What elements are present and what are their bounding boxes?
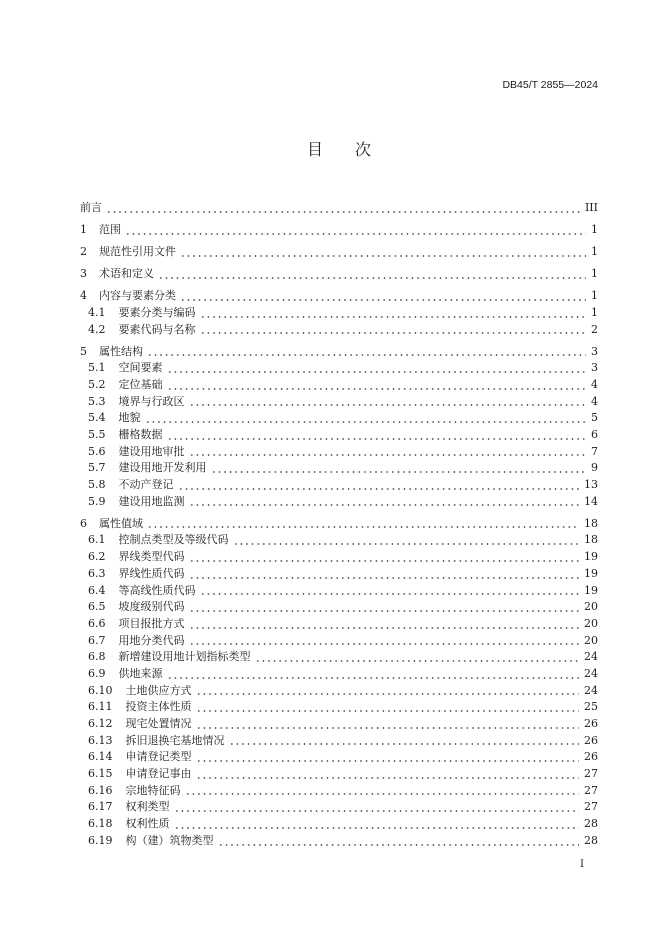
dot-leader <box>255 660 580 662</box>
toc-entry-page: 1 <box>591 305 598 319</box>
toc-subsection-entry <box>80 749 598 766</box>
toc-entry-number: 5.6 <box>88 444 106 458</box>
toc-entry-number: 6.5 <box>88 600 106 614</box>
dot-leader <box>200 316 587 318</box>
toc-entry-page: 27 <box>584 783 598 797</box>
toc-section-entry <box>80 344 598 361</box>
dot-leader <box>189 560 580 562</box>
toc-entry-number: 5 <box>80 344 87 358</box>
toc-entry-page: 26 <box>584 717 598 730</box>
page-number: I <box>580 859 584 870</box>
toc-entry-number: 5.9 <box>88 494 106 508</box>
toc-subsection-entry <box>80 394 598 411</box>
toc-entry-title: 范围 <box>99 223 121 237</box>
toc-entry-title: 土地供应方式 <box>125 683 192 697</box>
toc-entry-title: 建设用地审批 <box>118 444 185 458</box>
toc-entry-page: 24 <box>584 650 598 664</box>
toc-entry-title: 要素代码与名称 <box>118 322 196 336</box>
toc-entry-page: 24 <box>584 683 598 697</box>
toc-subsection-entry <box>80 549 598 566</box>
toc-entry-title: 现宅处置情况 <box>125 717 192 730</box>
table-of-contents <box>80 195 598 850</box>
toc-entry-title: 内容与要素分类 <box>99 289 176 303</box>
toc-entry-number: 6.4 <box>88 583 106 597</box>
toc-subsection-entry <box>80 799 598 816</box>
toc-entry-page: 28 <box>584 833 598 847</box>
dot-leader <box>189 577 580 579</box>
dot-leader <box>180 255 586 257</box>
toc-section-entry <box>80 288 598 305</box>
toc-section-entry <box>80 266 598 283</box>
toc-entry-page: 1 <box>591 267 598 281</box>
toc-subsection-entry <box>80 532 598 549</box>
toc-entry-title: 建设用地开发利用 <box>118 461 207 475</box>
toc-entry-title: 用地分类代码 <box>118 633 185 647</box>
toc-section-entry <box>80 516 598 533</box>
dot-leader <box>147 526 579 528</box>
toc-entry-page: 25 <box>584 700 598 714</box>
dot-leader <box>185 793 580 795</box>
toc-entry-page: 24 <box>584 666 598 680</box>
dot-leader <box>229 743 580 745</box>
dot-leader <box>167 371 587 373</box>
page-title: 目 次 <box>306 140 371 159</box>
toc-entry-title: 拆旧退换宅基地情况 <box>125 733 225 747</box>
toc-entry-number: 5.8 <box>88 478 106 492</box>
dot-leader <box>174 827 580 829</box>
dot-leader <box>180 299 586 301</box>
toc-entry-title: 境界与行政区 <box>118 394 185 408</box>
toc-entry-number: 4.2 <box>88 322 106 336</box>
toc-entry-title: 控制点类型及等级代码 <box>118 533 229 547</box>
toc-entry-page: 27 <box>584 767 598 781</box>
dot-leader <box>189 627 580 629</box>
dot-leader <box>189 610 580 612</box>
toc-subsection-entry <box>80 816 598 833</box>
toc-entry-page: 2 <box>591 322 598 336</box>
toc-entry-number: 5.1 <box>88 361 106 375</box>
toc-entry-number: 5.5 <box>88 428 106 442</box>
toc-subsection-entry <box>80 733 598 750</box>
toc-entry-number: 6.19 <box>88 833 113 847</box>
toc-entry-number: 6.3 <box>88 566 106 580</box>
toc-subsection-entry <box>80 360 598 377</box>
toc-subsection-entry <box>80 305 598 322</box>
toc-entry-number: 6.18 <box>88 817 113 831</box>
dot-leader <box>218 844 580 846</box>
toc-entry-page: 4 <box>591 394 598 408</box>
toc-section-entry <box>80 200 598 217</box>
toc-entry-title: 前言 <box>80 201 102 215</box>
toc-subsection-entry <box>80 494 598 511</box>
dot-leader <box>200 593 580 595</box>
toc-entry-title: 空间要素 <box>118 361 163 375</box>
toc-section-entry <box>80 222 598 239</box>
toc-subsection-entry <box>80 477 598 494</box>
dot-leader <box>196 693 580 695</box>
toc-entry-page: 1 <box>591 223 598 237</box>
toc-entry-page: 1 <box>591 245 598 259</box>
toc-entry-number: 4.1 <box>88 305 106 319</box>
toc-subsection-entry <box>80 444 598 461</box>
toc-entry-title: 栅格数据 <box>118 428 163 442</box>
toc-entry-title: 规范性引用文件 <box>99 245 176 259</box>
dot-leader <box>167 677 580 679</box>
dot-leader <box>125 233 586 235</box>
toc-entry-page: 20 <box>584 633 598 647</box>
toc-entry-page: 18 <box>584 516 598 530</box>
toc-entry-title: 项目报批方式 <box>118 616 185 630</box>
toc-entry-title: 不动产登记 <box>118 478 174 492</box>
dot-leader <box>189 404 587 406</box>
toc-entry-number: 6.1 <box>88 533 106 547</box>
dot-leader <box>167 388 587 390</box>
dot-leader <box>233 543 580 545</box>
toc-entry-page: 1 <box>591 289 598 303</box>
toc-entry-page: 19 <box>584 583 598 597</box>
toc-entry-page: 18 <box>584 533 598 547</box>
dot-leader <box>147 354 586 356</box>
toc-entry-number: 6.9 <box>88 666 106 680</box>
toc-entry-title: 界线类型代码 <box>118 550 185 564</box>
toc-subsection-entry <box>80 566 598 583</box>
toc-entry-number: 6.16 <box>88 783 113 797</box>
toc-entry-page: III <box>584 201 598 215</box>
toc-subsection-entry <box>80 410 598 427</box>
dot-leader <box>145 421 587 423</box>
toc-entry-number: 6.17 <box>88 800 113 814</box>
toc-section-entry <box>80 244 598 261</box>
toc-entry-number: 6.12 <box>88 717 113 730</box>
toc-subsection-entry <box>80 322 598 339</box>
dot-leader <box>106 211 580 213</box>
toc-entry-number: 6.8 <box>88 650 106 664</box>
toc-subsection-entry <box>80 666 598 683</box>
toc-subsection-entry <box>80 583 598 600</box>
toc-subsection-entry <box>80 460 598 477</box>
toc-entry-page: 19 <box>584 566 598 580</box>
toc-subsection-entry <box>80 427 598 444</box>
toc-entry-number: 6.14 <box>88 750 113 764</box>
dot-leader <box>200 332 587 334</box>
toc-entry-page: 3 <box>591 361 598 375</box>
toc-entry-page: 4 <box>591 377 598 391</box>
dot-leader <box>189 643 580 645</box>
toc-entry-number: 1 <box>80 223 87 237</box>
dot-leader <box>196 760 580 762</box>
toc-subsection-entry <box>80 377 598 394</box>
dot-leader <box>196 710 580 712</box>
dot-leader <box>189 454 587 456</box>
toc-entry-title: 宗地特征码 <box>125 783 181 797</box>
toc-subsection-entry <box>80 766 598 783</box>
dot-leader <box>178 488 580 490</box>
toc-entry-number: 6.11 <box>88 700 113 714</box>
toc-entry-page: 5 <box>591 411 598 425</box>
toc-entry-number: 6 <box>80 516 87 530</box>
toc-subsection-entry <box>80 716 598 733</box>
toc-subsection-entry <box>80 833 598 850</box>
toc-entry-title: 地貌 <box>118 411 141 425</box>
toc-entry-number: 5.2 <box>88 377 106 391</box>
dot-leader <box>196 727 580 729</box>
toc-entry-title: 等高线性质代码 <box>118 583 196 597</box>
toc-subsection-entry <box>80 783 598 800</box>
toc-subsection-entry <box>80 683 598 700</box>
toc-entry-number: 5.7 <box>88 461 106 475</box>
toc-entry-page: 26 <box>584 733 598 747</box>
toc-entry-number: 6.15 <box>88 767 113 781</box>
toc-entry-title: 坡度级别代码 <box>118 600 185 614</box>
toc-entry-number: 2 <box>80 245 87 259</box>
toc-entry-title: 定位基础 <box>118 377 163 391</box>
toc-entry-number: 6.13 <box>88 733 113 747</box>
toc-entry-title: 属性值域 <box>99 516 143 530</box>
toc-entry-page: 20 <box>584 600 598 614</box>
toc-entry-title: 属性结构 <box>99 344 143 358</box>
toc-entry-number: 6.10 <box>88 683 113 697</box>
toc-entry-title: 术语和定义 <box>99 267 154 281</box>
toc-entry-page: 27 <box>584 800 598 814</box>
toc-entry-page: 19 <box>584 550 598 564</box>
toc-entry-title: 供地来源 <box>118 666 163 680</box>
toc-entry-number: 5.3 <box>88 394 106 408</box>
dot-leader <box>196 777 580 779</box>
toc-subsection-entry <box>80 616 598 633</box>
toc-entry-title: 权利性质 <box>125 817 170 831</box>
toc-entry-title: 申请登记事由 <box>125 767 192 781</box>
toc-entry-title: 建设用地监测 <box>118 494 185 508</box>
toc-entry-page: 14 <box>584 494 598 508</box>
toc-entry-title: 构（建）筑物类型 <box>125 833 214 847</box>
toc-entry-page: 7 <box>591 444 598 458</box>
toc-entry-page: 26 <box>584 750 598 764</box>
dot-leader <box>167 438 587 440</box>
toc-entry-page: 6 <box>591 428 598 442</box>
toc-entry-title: 要素分类与编码 <box>118 305 196 319</box>
toc-entry-page: 13 <box>584 478 598 492</box>
toc-subsection-entry <box>80 633 598 650</box>
toc-entry-page: 3 <box>591 344 598 358</box>
toc-entry-number: 6.7 <box>88 633 106 647</box>
toc-entry-page: 20 <box>584 616 598 630</box>
toc-entry-title: 新增建设用地计划指标类型 <box>118 650 251 664</box>
standard-code-header: DB45/T 2855—2024 <box>502 79 598 91</box>
toc-entry-title: 界线性质代码 <box>118 566 185 580</box>
toc-entry-page: 28 <box>584 817 598 831</box>
toc-entry-title: 申请登记类型 <box>125 750 192 764</box>
dot-leader <box>174 810 580 812</box>
toc-subsection-entry <box>80 599 598 616</box>
toc-entry-page: 9 <box>591 461 598 475</box>
toc-subsection-entry <box>80 649 598 666</box>
dot-leader <box>158 277 586 279</box>
toc-entry-title: 投资主体性质 <box>125 700 192 714</box>
toc-entry-number: 6.6 <box>88 616 106 630</box>
toc-entry-number: 6.2 <box>88 550 106 564</box>
toc-subsection-entry <box>80 699 598 716</box>
toc-entry-number: 4 <box>80 289 87 303</box>
toc-entry-title: 权利类型 <box>125 800 170 814</box>
dot-leader <box>211 471 587 473</box>
toc-entry-number: 5.4 <box>88 411 106 425</box>
dot-leader <box>189 504 580 506</box>
toc-entry-number: 3 <box>80 267 87 281</box>
